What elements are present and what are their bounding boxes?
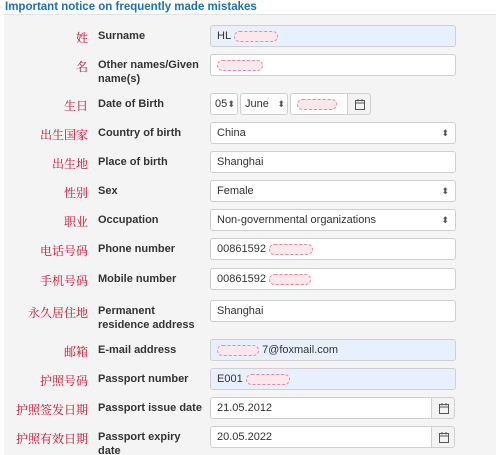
issue-label: Passport issue date — [98, 402, 202, 414]
mobile-value: 00861592 — [217, 273, 266, 285]
sex-select[interactable] — [210, 180, 456, 202]
updown-caret-icon: ⬍ — [441, 128, 449, 138]
place-cn-label: 出生地 — [51, 157, 88, 171]
passport-value: E001 — [217, 373, 243, 385]
issue-value: 21.05.2012 — [217, 402, 273, 414]
mistakes-notice-link[interactable]: Important notice on frequently made mistakes — [5, 1, 257, 13]
dob-year-input[interactable] — [290, 93, 348, 115]
email-value: 7@foxmail.com — [262, 344, 339, 356]
sex-value: Female — [217, 185, 254, 197]
redacted-mask — [269, 274, 311, 285]
dob-cn-label: 生日 — [63, 99, 88, 113]
calendar-icon — [355, 99, 365, 110]
email-input[interactable] — [210, 339, 456, 361]
redacted-mask — [297, 99, 337, 110]
updown-caret-icon: ⬍ — [441, 186, 449, 196]
dob-month-value: June — [245, 98, 269, 110]
mobile-label: Mobile number — [98, 273, 177, 285]
dob-month-select[interactable] — [240, 93, 288, 115]
country-cn-label: 出生国家 — [39, 128, 88, 142]
residence-input[interactable] — [210, 300, 456, 322]
passport-number-input[interactable] — [210, 368, 456, 390]
email-cn-label: 邮箱 — [63, 345, 88, 359]
phone-value: 00861592 — [217, 243, 266, 255]
surname-label: Surname — [98, 30, 146, 42]
given-names-cn-label: 名 — [75, 60, 88, 74]
surname-input[interactable] — [210, 25, 456, 47]
country-value: China — [217, 127, 246, 139]
place-value: Shanghai — [217, 156, 264, 168]
issue-date-input[interactable] — [210, 397, 432, 419]
sex-label: Sex — [98, 185, 118, 197]
calendar-icon — [439, 403, 449, 414]
expiry-calendar-button[interactable] — [431, 426, 455, 448]
occupation-cn-label: 职业 — [63, 215, 88, 229]
dob-day-value: 05 — [215, 98, 228, 110]
place-of-birth-input[interactable] — [210, 151, 456, 173]
residence-cn-label: 永久居住地 — [27, 306, 88, 320]
redacted-mask — [246, 374, 290, 385]
phone-label: Phone number — [98, 243, 176, 255]
dob-label: Date of Birth — [98, 98, 164, 110]
expiry-cn-label: 护照有效日期 — [15, 432, 88, 446]
phone-cn-label: 电话号码 — [39, 244, 88, 258]
redacted-mask — [269, 244, 313, 255]
occupation-value: Non-governmental organizations — [217, 214, 376, 226]
expiry-date-input[interactable] — [210, 426, 432, 448]
given-names-label: Other names/Given name(s) — [98, 59, 199, 85]
passport-label: Passport number — [98, 373, 189, 385]
surname-cn-label: 姓 — [75, 31, 88, 45]
application-form — [4, 14, 496, 455]
country-label: Country of birth — [98, 127, 182, 139]
residence-label: Permanent residence address — [98, 305, 195, 331]
mobile-cn-label: 手机号码 — [39, 274, 88, 288]
phone-input[interactable] — [210, 238, 456, 260]
residence-value: Shanghai — [217, 305, 264, 317]
updown-caret-icon: ⬍ — [441, 215, 449, 225]
issue-cn-label: 护照签发日期 — [15, 403, 88, 417]
place-label: Place of birth — [98, 156, 168, 168]
mobile-input[interactable] — [210, 268, 456, 290]
sex-cn-label: 性别 — [63, 186, 88, 200]
updown-caret-icon: ⬍ — [277, 99, 285, 109]
passport-cn-label: 护照号码 — [39, 374, 88, 388]
dob-day-select[interactable] — [210, 93, 238, 115]
dob-calendar-button[interactable] — [347, 93, 371, 115]
country-select[interactable] — [210, 122, 456, 144]
calendar-icon — [439, 432, 449, 443]
expiry-value: 20.05.2022 — [217, 431, 273, 443]
surname-value: HL — [217, 30, 231, 42]
redacted-mask — [234, 31, 278, 42]
occupation-label: Occupation — [98, 214, 159, 226]
occupation-select[interactable] — [210, 209, 456, 231]
expiry-label: Passport expiry date — [98, 431, 181, 455]
redacted-mask — [217, 60, 263, 71]
given-names-input[interactable] — [210, 54, 456, 76]
email-label: E-mail address — [98, 344, 177, 356]
updown-caret-icon: ⬍ — [227, 99, 235, 109]
issue-calendar-button[interactable] — [431, 397, 455, 419]
redacted-mask — [217, 345, 259, 356]
